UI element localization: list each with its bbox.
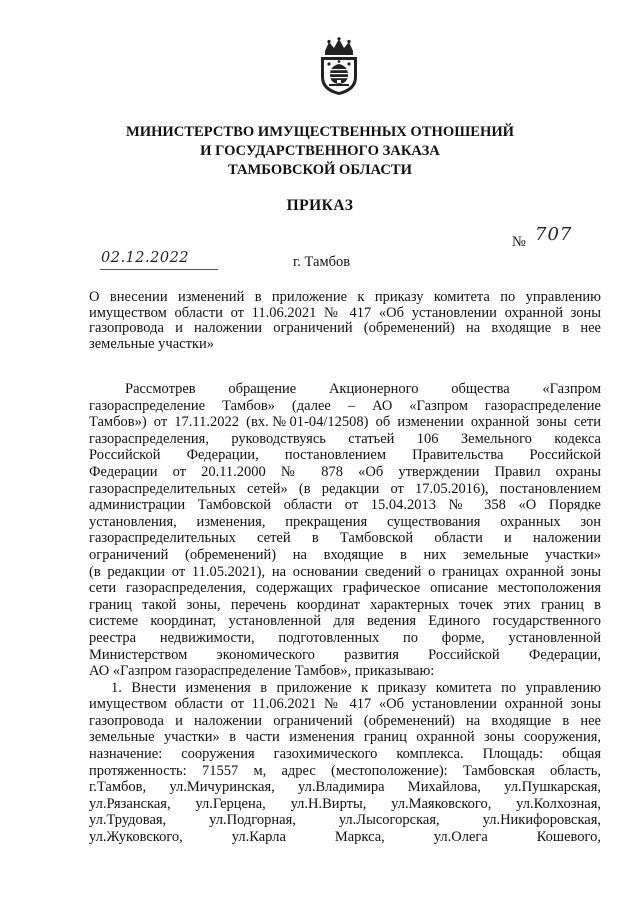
ministry-line: МИНИСТЕРСТВО ИМУЩЕСТВЕННЫХ ОТНОШЕНИЙ bbox=[125, 124, 515, 140]
body-line: ул.Рязанская, ул.Герцена, ул.Н.Вирты, ул.Маяковского, ул.Колхозная, bbox=[89, 795, 601, 812]
body-line: системе координат, установленной для ведения Единого государственного bbox=[89, 613, 601, 630]
body-line: ограничений (обременений) на входящие в них земельные участки» bbox=[89, 546, 601, 563]
body-line: границ такой зоны, перечень координат характерных точек этих границ в bbox=[89, 596, 601, 613]
body-line: газопровода и наложении ограничений (обременений) на входящие в нее bbox=[89, 712, 601, 729]
body-line: земельные участки» в части изменения границ охранной зоны сооружения, bbox=[89, 729, 601, 746]
body-line: Российской Федерации, постановлением Правительства Российской bbox=[89, 447, 601, 464]
order-date: 02.12.2022 bbox=[101, 250, 190, 266]
body-line: ул.Жуковского, ул.Карла Маркса, ул.Олега Кошевого, bbox=[89, 829, 601, 846]
coat-of-arms-icon bbox=[317, 37, 361, 97]
subject-line: земельные участки» bbox=[89, 335, 214, 352]
body-line: газораспределения, руководствуясь статьей 106 Земельного кодекса bbox=[89, 430, 601, 447]
body-line: ул.Трудовая, ул.Подгорная, ул.Лысогорская, ул.Никифоровская, bbox=[89, 812, 601, 829]
body-line: Федерации от 20.11.2000 № 878 «Об утверждении Правил охраны bbox=[89, 463, 601, 480]
order-title: ПРИКАЗ bbox=[286, 197, 354, 214]
ministry-name bbox=[0, 123, 640, 180]
city: г. Тамбов bbox=[293, 254, 351, 270]
body-line: АО «Газпром газораспределение Тамбов», приказываю: bbox=[89, 663, 435, 680]
body-line: Министерством экономического развития Российской Федерации, bbox=[89, 646, 601, 663]
body-line: протяженность: 71557 м, адрес (местоположение): Тамбовская область, bbox=[89, 762, 601, 779]
body-line: (в редакции от 11.05.2021), на основании сведений о границах охранной зоны bbox=[89, 563, 601, 580]
order-body bbox=[89, 381, 601, 846]
date-underline bbox=[100, 269, 218, 270]
body-line: реестра недвижимости, подготовленных по форме, установленной bbox=[89, 629, 601, 646]
body-line: сети газораспределения, содержащих графическое описание местоположения bbox=[89, 580, 601, 597]
body-line: назначение: сооружения газохимического комплекса. Площадь: общая bbox=[89, 746, 601, 763]
body-line: газораспределительных сетей» (в редакции от 17.05.2016), постановлением bbox=[89, 480, 601, 497]
subject-line: газопровода и наложении ограничений (обременений) на входящие в нее bbox=[89, 320, 601, 336]
body-line: администрации Тамбовской области от 15.04.2013 № 358 «О Порядке bbox=[89, 497, 601, 514]
subject-line: О внесении изменений в приложение к приказу комитета по управлению bbox=[89, 289, 601, 305]
number-sign: № bbox=[512, 234, 526, 250]
body-line: газораспределительных сетей в Тамбовской области и наложении bbox=[89, 530, 601, 547]
order-subject bbox=[89, 290, 601, 352]
body-line: Рассмотрев обращение Акционерного общества «Газпром bbox=[125, 381, 601, 397]
body-line: г.Тамбов, ул.Мичуринская, ул.Владимира Михайлова, ул.Пушкарская, bbox=[89, 779, 601, 796]
body-line: газораспределение Тамбов» (далее – АО «Газпром газораспределение bbox=[89, 397, 601, 414]
ministry-line: И ГОСУДАРСТВЕННОГО ЗАКАЗА bbox=[200, 143, 440, 159]
order-number: 707 bbox=[535, 224, 573, 245]
body-line: Тамбов») от 17.11.2022 (вх.№01-04/12508) об изменении охранной зоны сети bbox=[89, 414, 601, 431]
subject-line: имуществом области от 11.06.2021 № 417 «Об установлении охранной зоны bbox=[89, 304, 601, 321]
body-line: имуществом области от 11.06.2021 № 417 «Об установлении охранной зоны bbox=[89, 696, 601, 713]
body-line: 1. Внести изменения в приложение к приказу комитета по управлению bbox=[111, 679, 601, 696]
body-line: установления, изменения, прекращения существования охранных зон bbox=[89, 513, 601, 530]
ministry-line: ТАМБОВСКОЙ ОБЛАСТИ bbox=[227, 162, 412, 178]
